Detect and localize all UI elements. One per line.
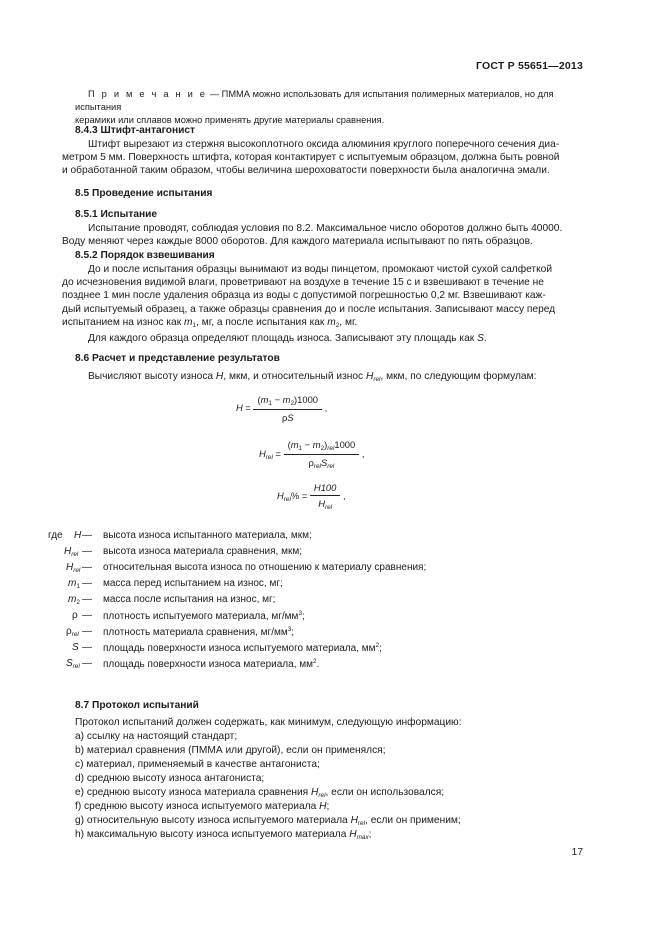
note-label: П р и м е ч а н и е [88,89,208,99]
text-span: , мг, а после испытания как [196,316,328,328]
text-span: h) максимальную высоту износа испытуемого материала [75,829,350,840]
var-S: S [72,642,79,653]
var-m: m [290,439,299,450]
list-item: d) среднюю высоту износа антагониста; [75,773,265,784]
comma: , [361,447,365,459]
legend-def: площадь поверхности износа материала, мм [103,659,314,670]
note-text-2: керамики или сплавов можно применять другие материалы сравнения. [75,115,385,125]
sub-rel: rel [73,567,81,574]
list-item [75,815,461,827]
dash: — [82,594,92,605]
sub-2: 2 [320,445,325,452]
page-number: 17 [571,847,583,858]
var-m: m [68,594,77,605]
var-rho: ρ [308,457,314,468]
sup-3: 3 [298,610,302,617]
var-rho: ρ [281,412,288,423]
semicolon: ; [291,627,295,638]
text-span: , если он использовался; [325,787,445,798]
section-8-5-title: 8.5 Проведение испытания [75,188,213,199]
text-span: f) среднюю высоту износа испытуемого материала [75,801,320,812]
paren: ) [294,394,298,405]
symbol-legend [48,530,608,680]
var-rho: ρ [72,610,78,621]
sub-rel: rel [318,792,326,799]
text-span: Для каждого образца определяют площадь износа. Записывают эту площадь как [88,333,478,345]
text-line: дый испытуемый образец, а также образцы сравнения до и после испытания. Записывают массу перед [62,303,556,315]
sub-2: 2 [290,400,295,407]
text-span: e) среднюю высоту износа материала сравнения [75,787,312,798]
sub-2: 2 [76,599,80,606]
dash: — [82,658,92,669]
dash: — [82,610,92,621]
text-span: g) относительную высоту износа испытуемого материала [75,815,351,826]
section-8-5-2-title: 8.5.2 Порядок взвешивания [75,250,215,261]
dash: — [82,546,92,557]
section-8-6-title: 8.6 Расчет и представление результатов [75,353,280,364]
sub-rel: rel [357,820,366,827]
text-span: , мкм, по следующим формулам: [380,371,537,382]
text-line [75,332,589,345]
comma: , [342,489,346,501]
text-line [62,316,589,332]
protocol-list [75,717,589,842]
text-line: До и после испытания образцы вынимают из воды пинцетом, промокают чистой сухой салфеткой [88,264,553,275]
paren: ( [257,394,261,405]
sub-2: 2 [335,321,340,329]
var-H: H [74,530,82,541]
text-span: испытанием на износ как [62,316,184,328]
legend-def: площадь поверхности износа испытуемого материала, мм [103,643,376,654]
list-item [75,801,329,812]
document-number: ГОСТ Р 55651—2013 [475,60,583,72]
legend-def: высота износа материала сравнения, мкм; [103,546,302,557]
sub-rel: rel [71,631,79,638]
comma: , [324,401,328,413]
sub-rel: rel [71,551,79,558]
formula-hrel-percent [277,482,346,511]
note [75,88,589,127]
text-span: . [483,333,487,345]
sub-rel: rel [72,663,80,670]
list-item: b) материал сравнения (ПММА или другой), если он применялся; [75,745,386,756]
var-H: H [319,801,327,812]
sub-rel: rel [327,463,335,470]
var-m: m [260,394,269,405]
var-m: m [312,439,321,450]
var-H: H [365,371,374,382]
formula-hrel [259,439,364,470]
percent: % [290,489,300,501]
var-H: H [215,371,224,382]
minus: − [271,394,283,405]
section-8-4-3-text [62,138,589,178]
var-H: H [277,489,284,501]
text-span: ; [368,829,372,840]
var-H: H [64,546,72,557]
legend-def: масса перед испытанием на износ, мг; [103,578,283,589]
minus: − [302,439,313,450]
section-8-5-2-text [62,263,589,345]
sub-rel: rel [373,376,381,383]
text-span: , мг. [339,316,358,328]
var-m: m [184,316,193,328]
section-8-4-3-title: 8.4.3 Штифт-антагонист [75,125,196,136]
paren: ) [324,439,328,450]
section-8-6-intro [88,370,588,386]
var-m: m [282,394,291,405]
eq-sign: = [242,401,254,413]
num-h100: H100 [313,482,337,493]
eq-sign: = [272,447,284,459]
legend-def: плотность материала сравнения, мг/мм [103,627,288,638]
dash: — [82,578,92,589]
sub-1: 1 [298,445,303,452]
var-m: m [68,578,77,589]
eq-sign: = [299,489,310,501]
semicolon: ; [302,611,305,622]
text-span: Вычисляют высоту износа [88,371,216,382]
text-span: , мкм, и относительный износ [223,371,366,382]
paren: ( [287,439,291,450]
var-S: S [477,333,484,345]
list-item: c) материал, применяемый в качестве антагониста; [75,759,320,770]
text-line: Испытание проводят, соблюдая условия по 8.2. Максимальное число оборотов должно быть 40000. [88,223,563,234]
var-H: H [349,829,357,840]
text-line: и обработанной таким образом, чтобы величина шероховатости поверхности была аналогична эмали. [62,165,550,177]
fraction [253,394,322,423]
text-line: Штифт вырезают из стержня высокоплотного оксида алюминия круглого поперечного сечения диа- [88,139,560,150]
list-item: a) ссылку на настоящий стандарт; [75,731,238,742]
text-line: Воду меняют через каждые 8000 оборотов. Для каждого материала испытывают по пять образцов. [62,236,533,248]
sub-1: 1 [268,400,272,407]
dash: — [82,642,92,653]
num-1000: 1000 [334,439,356,450]
protocol-intro: Протокол испытаний должен содержать, как минимум, следующую информацию: [75,717,462,728]
var-H: H [350,815,358,826]
var-m: m [327,316,336,328]
var-H: H [259,447,266,459]
sub-rel: rel [327,445,335,452]
text-span: ; [326,801,330,812]
var-H: H [66,562,74,573]
sup-3: 3 [287,626,292,633]
var-H: H [318,498,325,509]
legend-def: масса после испытания на износ, мг; [103,594,276,605]
legend-where: где [48,530,63,541]
period: . [316,659,320,670]
list-item [75,829,371,841]
sub-1: 1 [76,583,80,590]
legend-def: высота износа испытанного материала, мкм; [103,530,312,541]
sub-max: max [356,834,369,841]
sub-rel: rel [283,495,291,503]
section-8-5-1-title: 8.5.1 Испытание [75,209,158,220]
text-line: позднее 1 мин после удаления образца из воды с допустимой погрешностью 0,2 мг. Взвешивают каж- [62,290,546,302]
fraction [310,482,340,511]
section-8-5-1-text [62,222,589,248]
sub-rel: rel [324,504,333,511]
var-H: H [311,787,319,798]
num-1000: 1000 [297,394,319,405]
sub-rel: rel [265,453,273,461]
sub-1: 1 [192,321,197,329]
dash: — [82,562,92,573]
list-item [75,787,444,799]
text-span: , если он применим; [365,815,461,826]
var-S: S [320,457,328,468]
sup-2: 2 [375,642,380,649]
var-S: S [66,658,73,669]
var-S: S [287,412,294,423]
legend-def: плотность испытуемого материала, мг/мм [103,611,299,622]
text-line: метром 5 мм. Поверхность штифта, которая контактирует с испытуемым образцом, должна быть ровной [62,152,560,164]
note-text-1: — ПММА можно использовать для испытания полимерных материалов, но для испытания [75,89,554,112]
section-8-7-title: 8.7 Протокол испытаний [75,700,199,711]
legend-def: относительная высота износа по отношению к материалу сравнения; [103,562,427,573]
sup-2: 2 [313,658,317,665]
dash: — [82,530,92,541]
var-rho: ρ [66,626,72,637]
semicolon: ; [379,643,382,654]
text-line: до исчезновения видимой влаги, проветривают на воздухе в течение 15 с и взвешивают в течение не [62,277,544,289]
dash: — [82,626,92,637]
var-H: H [236,401,243,413]
fraction [284,439,360,470]
formula-h [236,394,327,423]
sub-rel: rel [313,463,321,470]
